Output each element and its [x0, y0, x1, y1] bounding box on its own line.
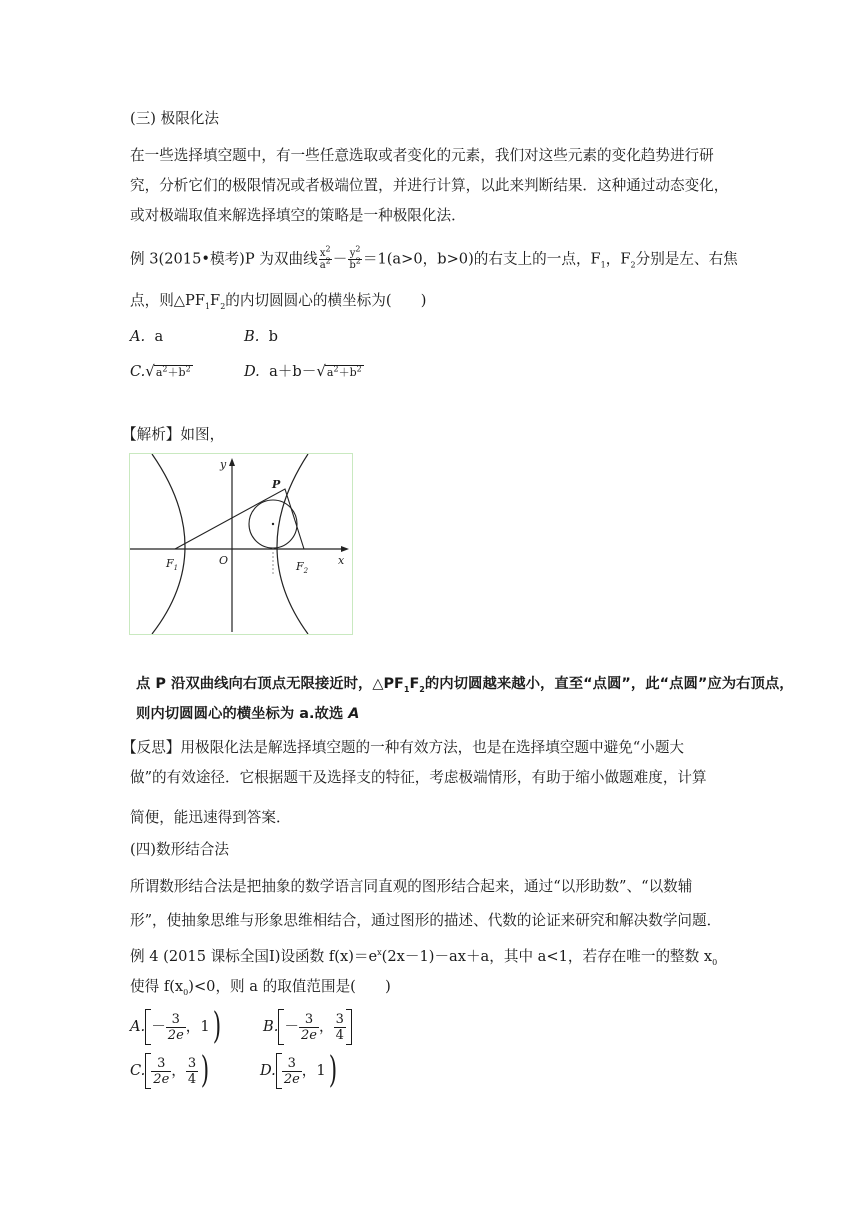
- section4-intro-line2: 形”，使抽象思维与形象思维相结合，通过图形的描述、代数的论证来研究和解决数学问题．: [130, 912, 722, 929]
- hyperbola-diagram: [130, 454, 352, 634]
- section3-intro-line2: 究，分析它们的极限情况或者极端位置，并进行计算，以此来判断结果．这种通过动态变化，: [130, 177, 729, 194]
- example4-option-a: A. － $\frac{3}{2e}$ ，1): [130, 1006, 221, 1047]
- section3-intro-line3: 或对极端取值来解选择填空的策略是一种极限化法．: [130, 207, 466, 224]
- example3-option-d: D. $a+b-√a^2+b^2$: [244, 362, 362, 380]
- x-axis-arrow: [341, 546, 349, 552]
- hyperbola-figure: [129, 453, 353, 635]
- incircle-center: [272, 523, 274, 525]
- solution-line1: 点 P 沿双曲线向右顶点无限接近时，$\triangle PF_1F_2$的内切圆越来越小，直至“点圆”，此“点圆”应为右顶点，: [136, 676, 794, 694]
- label-f1: $F_1$: [166, 557, 179, 572]
- example4-stem-line1: 例 4 (2015 课标全国Ⅰ)设函数 $f(x)=e^x(2x-1)-ax+a$，其中 a<1，若存在唯一的整数 $x_0$: [130, 948, 718, 967]
- hyperbola-left-branch: [152, 454, 185, 634]
- example3-options-ab: [130, 326, 278, 348]
- example4-options-ab: [130, 1008, 352, 1046]
- reflection-line3: 简便，能迅速得到答案．: [130, 809, 291, 826]
- example4-option-d: D. $\frac{3}{2e}$ ，1): [260, 1050, 337, 1091]
- y-axis-arrow: [229, 458, 235, 466]
- example3-option-a: A. a: [130, 328, 164, 345]
- example3-option-c: $C.√a^2+b^2$: [130, 362, 191, 380]
- analysis-label: 【解析】如图，: [122, 426, 225, 443]
- example4-option-c: C. $\frac{3}{2e}$ ， $\frac{3}{4}$ ): [130, 1050, 210, 1091]
- example3-options-cd: [130, 360, 364, 383]
- section4-heading: (四)数形结合法: [130, 841, 229, 858]
- hyperbola-right-branch: [277, 454, 308, 634]
- section3-heading: (三) 极限化法: [130, 110, 219, 127]
- example3-frac-x2-a2: $\frac{x^2}{a^2}$: [319, 244, 331, 271]
- example4-stem-line2: 使得 $f(x_0)<0$，则 a 的取值范围是( ): [130, 978, 391, 997]
- label-f2: $F_2$: [296, 560, 309, 575]
- label-y: y: [220, 458, 227, 471]
- section4-intro-line1: 所谓数形结合法是把抽象的数学语言同直观的图形结合起来，通过“以形助数”、“以数辅: [130, 878, 693, 895]
- example3-frac-y2-b2: $\frac{y^2}{b^2}$: [349, 244, 361, 271]
- label-p: P: [272, 478, 281, 491]
- reflection-line1: 【反思】用极限化法是解选择填空题的一种有效方法，也是在选择填空题中避免“小题大: [122, 739, 685, 756]
- section3-intro-line1: 在一些选择填空题中，有一些任意选取或者变化的元素，我们对这些元素的变化趋势进行研: [130, 147, 714, 164]
- solution-line2: 则内切圆圆心的横坐标为 a.故选 A: [136, 706, 360, 722]
- label-x: x: [338, 554, 345, 567]
- example3-stem-line2: 点，则$\triangle PF_1F_2$的内切圆圆心的横坐标为( ): [130, 292, 427, 311]
- label-origin: O: [219, 554, 229, 567]
- example4-options-cd: [130, 1052, 340, 1090]
- triangle-pf1f2: [175, 489, 304, 549]
- example3-option-b: B. b: [244, 328, 278, 345]
- reflection-line2: 做”的有效途径．它根据题干及选择支的特征，考虑极端情形，有助于缩小做题难度，计算: [130, 769, 707, 786]
- example4-option-b: B. － $\frac{3}{2e}$ ， $\frac{3}{4}$: [263, 1008, 352, 1046]
- example3-stem-line1: 例 3(2015•模考)P 为双曲线 $\frac{x^2}{a^2}$ － $\frac{y^2}{b^2}$ ＝1(a>0，b>0)的右支上的一点，$F_1$，$F_2$分别是左、右焦: [130, 244, 738, 271]
